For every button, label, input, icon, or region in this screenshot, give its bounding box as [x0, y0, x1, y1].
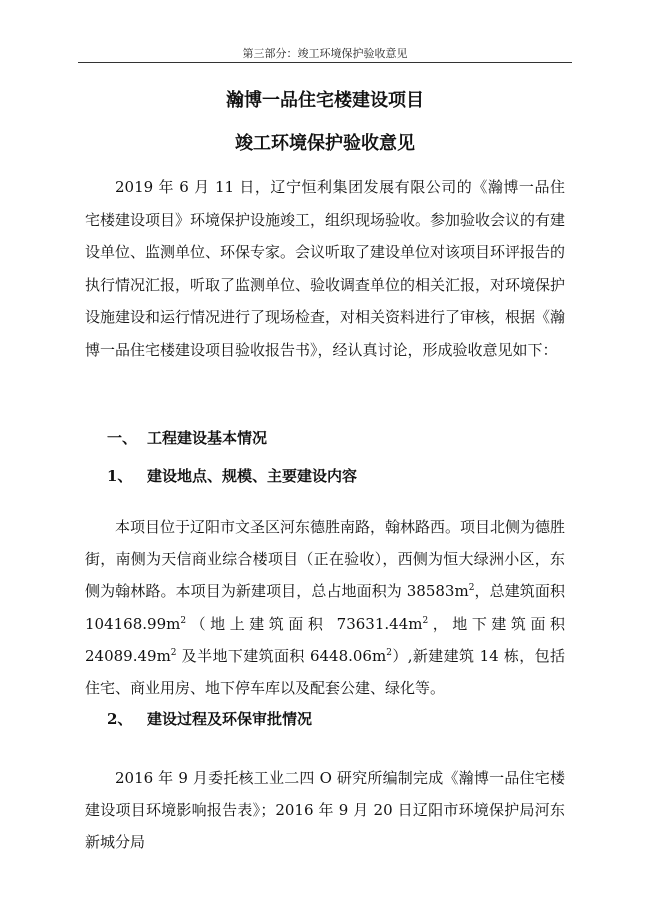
subsection-heading-1 — [107, 465, 357, 487]
location-text-6: ）,新建建筑 14 栋，包括住宅、商业用房、地下停车库以及配套公建、绿化等。 — [85, 646, 565, 698]
header-rule — [78, 62, 572, 63]
location-text-1: 本项目位于辽阳市文圣区河东德胜南路，翰林路西。项目北侧为德胜街，南侧为天信商业综合楼项目（正在验收），西侧为恒大绿洲小区，东侧为翰林路。本项目为新建项目，总占地面积为 38583m — [85, 518, 566, 601]
area-unit-sup: 2 — [468, 583, 475, 594]
document-subtitle: 竣工环境保护验收意见 — [235, 133, 415, 154]
subsection-heading-2 — [107, 708, 312, 730]
subsection-number: 2、 — [107, 710, 133, 728]
section-heading-1 — [107, 427, 267, 449]
subsection-title: 建设过程及环保审批情况 — [147, 710, 313, 728]
subsection-number: 1、 — [107, 467, 133, 485]
intro-paragraph: 2019 年 6 月 11 日，辽宁恒利集团发展有限公司的《瀚博一品住宅楼建设项目》环境保护设施竣工，组织现场验收。参加验收会议的有建设单位、监测单位、环保专家。会议听取了建设单位对该项目环评报告的执行情况汇报，听取了监测单位、验收调查单位的相关汇报，对环境保护设施建设和运行情况进行了现场检查，对相关资料进行了审核，根据《瀚博一品住宅楼建设项目验收报告书》，经认真讨论，形成验收意见如下： — [85, 178, 566, 359]
document-title: 瀚博一品住宅楼建设项目 — [226, 90, 424, 111]
area-unit-sup: 2 — [170, 647, 177, 658]
location-text-4: ，地下建筑面积 24089.49m — [85, 614, 565, 665]
section-number: 一、 — [107, 429, 138, 447]
location-text-3: （地上建筑面积 73631.44m — [186, 614, 423, 633]
process-paragraph: 2016 年 9 月委托核工业二四 O 研究所编制完成《瀚博一品住宅楼建设项目环境影响报告表》；2016 年 9 月 20 日辽阳市环境保护局河东新城分局 — [85, 769, 565, 851]
area-unit-sup: 2 — [386, 647, 392, 658]
subsection-title: 建设地点、规模、主要建设内容 — [147, 467, 358, 485]
area-unit-sup: 2 — [422, 615, 429, 626]
location-text-2: ，总建筑面积 104168.99m — [85, 582, 565, 633]
location-text-5: 及半地下建筑面积 6448.06m — [176, 646, 387, 665]
running-header: 第三部分：竣工环境保护验收意见 — [242, 47, 408, 60]
area-unit-sup: 2 — [180, 615, 187, 626]
section-title: 工程建设基本情况 — [147, 429, 268, 447]
location-paragraph — [85, 511, 565, 704]
